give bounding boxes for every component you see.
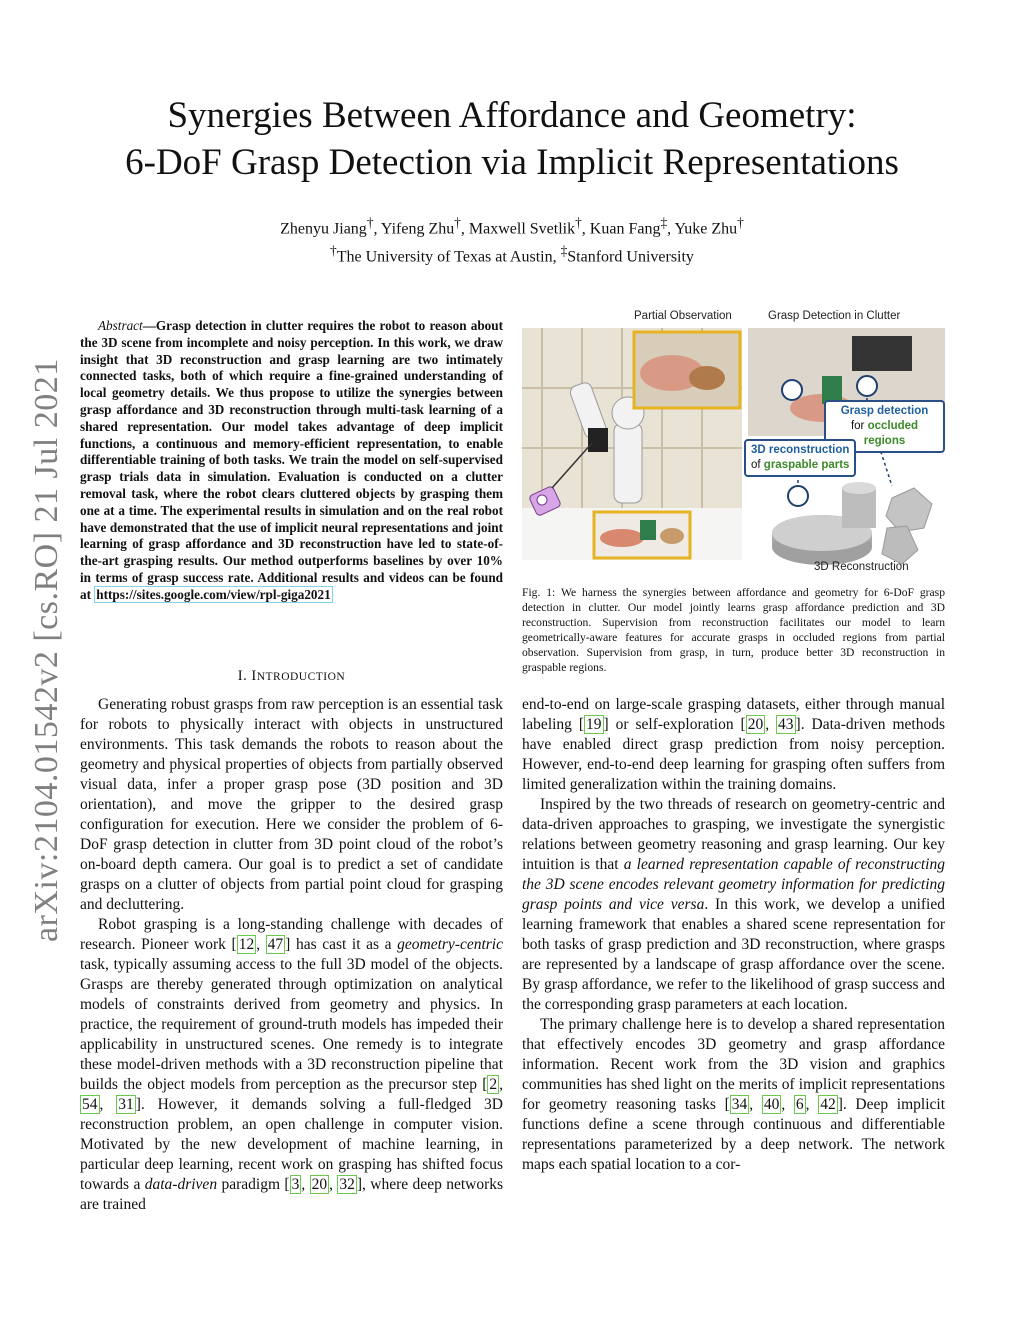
arxiv-stamp: arXiv:2104.01542v2 [cs.RO] 21 Jul 2021 xyxy=(28,358,65,942)
citation-link[interactable]: 32 xyxy=(339,1176,355,1193)
affil-mark: ‡ xyxy=(560,243,568,259)
reconstruction-callout xyxy=(744,439,856,477)
right-paragraph-1: end-to-end on large-scale grasping datasets, either through manual labeling [ 19 ] or self-exploration [ 20 , 43 ]. Data-driven methods have enabled direct grasp prediction from noisy perception. However, end-to-end deep learning for grasping often suffers from limited generalization within the training domains. xyxy=(522,696,945,793)
affiliation-2: Stanford University xyxy=(567,248,694,266)
citation-link[interactable]: 19 xyxy=(586,716,602,733)
left-column xyxy=(80,695,503,1215)
citation-link[interactable]: 47 xyxy=(267,936,284,953)
citation-link[interactable]: 20 xyxy=(311,1176,328,1193)
abstract-body: Grasp detection in clutter requires the robot to reason about the 3D scene from incomplete and noisy perception. In this work, we draw insight that 3D reconstruction and grasp learning are two intimately connected tasks, both of which require a fine-grained understanding of local geometry details. We thus propose to utilize the synergies between grasp affordance and 3D reconstruction through multi-task learning of a shared representation. Our model takes advantage of deep implicit functions, a continuous and memory-efficient representation, to enable differentiable training of both tasks. We train the model on self-supervised grasp trials data in simulation. Evaluation is conducted on a clutter removal task, where the robot clears cluttered objects by grasping them one at a time. The experimental results in simulation and on the real robot have demonstrated that the use of implicit neural representations and joint learning of grasp affordance and 3D reconstruction have led to state-of-the-art grasping results. Our method outperforms baselines by over 10% in terms of grasp success rate. Additional results and videos can be found at xyxy=(80,318,503,602)
callout-text: of xyxy=(751,459,764,471)
affil-mark: † xyxy=(330,243,337,259)
citation-link[interactable]: 40 xyxy=(763,1096,780,1113)
affil-mark: † xyxy=(575,215,582,230)
abstract-heading: Abstract xyxy=(98,318,143,333)
affil-mark: ‡ xyxy=(660,215,668,230)
citation-link[interactable]: 3 xyxy=(291,1176,300,1193)
title-line-2: 6-DoF Grasp Detection via Implicit Representations xyxy=(125,142,899,183)
intro-paragraph-2: Robot grasping is a long-standing challenge with decades of research. Pioneer work [ 12 , 47 ] has cast it as a geometry-centric task, typically assuming access to the full 3D model of the objects. Grasps are thereby generated through optimization on analytical models of constraints derived from geometry and physics. In practice, the requirement of ground-truth models has impeded their applicability in unstructured scenes. One remedy is to integrate these model-driven methods with a 3D reconstruction pipeline that builds the object models from perception as the precursor step [ 2 , 54 , 31 ]. However, it demands solving a full-fledged 3D reconstruction problem, an open challenge in computer vision. Motivated by the new development of machine learning, in particular deep learning, recent work on grasping has shifted focus towards a data-driven paradigm [ 3 , 20 , 32 ], where deep networks are trained xyxy=(80,916,504,1213)
figure-1 xyxy=(522,308,945,578)
citation-link[interactable]: 6 xyxy=(795,1096,804,1113)
section-number: I. xyxy=(237,668,248,684)
author-3: Maxwell Svetlik xyxy=(468,220,576,238)
title-line-1: Synergies Between Affordance and Geometry: xyxy=(167,95,857,136)
abstract xyxy=(80,318,503,604)
affiliations xyxy=(0,240,1024,268)
citation-link[interactable]: 2 xyxy=(489,1076,498,1093)
author-5: Yuke Zhu xyxy=(674,220,738,238)
abstract-dash: — xyxy=(142,318,156,333)
affil-mark: † xyxy=(737,215,744,230)
author-list: Zhenyu Jiang†, Yifeng Zhu†, Maxwell Svetlik†, Kuan Fang‡, Yuke Zhu† xyxy=(280,215,744,238)
callout-text: for xyxy=(850,420,868,432)
citation-link[interactable]: 34 xyxy=(731,1096,748,1113)
affil-mark: † xyxy=(454,215,461,230)
callout-grasp-title: Grasp detection xyxy=(840,405,929,417)
author-2: Yifeng Zhu xyxy=(380,220,455,238)
callout-highlight: occluded regions xyxy=(863,420,919,447)
author-1: Zhenyu Jiang xyxy=(280,220,367,238)
citation-link[interactable]: 31 xyxy=(118,1096,134,1113)
project-url-link[interactable]: https://sites.google.com/view/rpl-giga2021 xyxy=(96,586,331,602)
callout-highlight: graspable parts xyxy=(763,459,850,471)
citation-link[interactable]: 20 xyxy=(747,716,764,733)
figure-1-caption: Fig. 1: We harness the synergies between affordance and geometry for 6-DoF grasp detection in clutter. Our model jointly learns grasp affordance prediction and 3D reconstruction. Supervision from reconstruction facilitates our model to learn geometrically-aware features for accurate grasps in occluded regions from partial observation. Supervision from grasp, in turn, produce better 3D reconstruction in graspable regions. xyxy=(522,586,945,674)
citation-link[interactable]: 12 xyxy=(238,936,255,953)
figure-label-recon: 3D Reconstruction xyxy=(814,561,909,573)
affiliation-1: The University of Texas at Austin, xyxy=(336,248,557,266)
figure-label-partial: Partial Observation xyxy=(634,310,732,322)
section-heading-introduction xyxy=(80,668,503,685)
section-title-rest: NTRODUCTION xyxy=(256,671,346,683)
figure-label-clutter: Grasp Detection in Clutter xyxy=(768,310,901,322)
right-paragraph-2: Inspired by the two threads of research on geometry-centric and data-driven approaches to grasping, we investigate the synergistic relations between geometry reasoning and grasp learning. Our key intuition is that a learned representation capable of reconstructing the 3D scene encodes relevant geometry information for predicting grasp points and vice versa. In this work, we develop a unified learning framework that enables a shared scene representation for both tasks of grasp prediction and 3D reconstruction, where grasps are represented by a landscape of grasp affordance over the scene. By grasp affordance, we refer to the likelihood of grasp success and the corresponding grasp parameters at each location. xyxy=(522,796,945,1013)
affil-mark: † xyxy=(366,215,374,230)
right-paragraph-3: The primary challenge here is to develop a shared representation that effectively encodes 3D geometry and grasp affordance information. Recent work from the 3D vision and graphics communities has shed light on the merits of implicit representations for geometry reasoning tasks [ 34 , 40 , 6 , 42 ]. Deep implicit functions define a scene through continuous and differentiable representations parameterized by a deep network. The network maps each spatial location to a cor- xyxy=(522,1016,946,1173)
paper-title xyxy=(0,92,1024,186)
citation-link[interactable]: 54 xyxy=(82,1096,98,1113)
intro-paragraph-1: Generating robust grasps from raw perception is an essential task for robots to physically interact with objects in unstructured environments. This task demands the robots to reason about the geometry and physical properties of objects from partially observed visual data, infer a proper grasp pose (3D position and 3D orientation), and move the gripper to the desired grasp configuration for execution. Here we consider the problem of 6-DoF grasp detection in clutter from 3D point cloud of the robot’s on-board depth camera. Our goal is to predict a set of candidate grasps on a clutter of objects from partial point cloud for grasping and decluttering. xyxy=(80,696,503,913)
citation-link[interactable]: 42 xyxy=(820,1096,836,1113)
section-title-first: I xyxy=(251,668,257,684)
citation-link[interactable]: 43 xyxy=(778,716,794,733)
right-column xyxy=(522,695,945,1175)
author-block xyxy=(0,212,1024,269)
author-4: Kuan Fang xyxy=(589,220,661,238)
figure-illustration xyxy=(522,328,945,578)
callout-recon-title: 3D reconstruction xyxy=(751,444,850,456)
